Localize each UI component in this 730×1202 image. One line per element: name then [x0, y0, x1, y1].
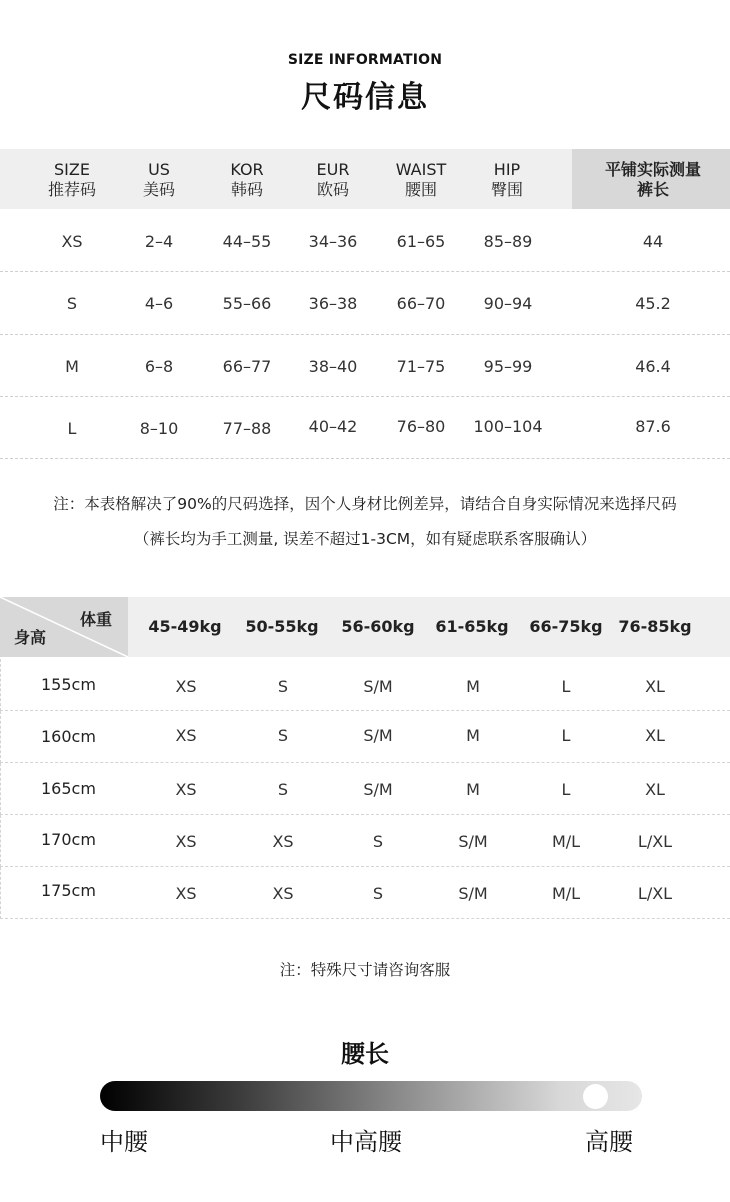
waist-cell: 66–70	[396, 294, 446, 313]
weight-header: 61-65kg	[435, 617, 509, 636]
size-cell: XS	[175, 726, 197, 745]
size-cell: L	[561, 726, 571, 745]
size-cell: XS	[272, 884, 294, 903]
custom-size-note: 注：特殊尺寸请咨询客服	[279, 961, 451, 979]
size-cell: L	[561, 677, 571, 696]
size-cell: S	[277, 780, 289, 799]
size-cell: S/M	[363, 677, 393, 696]
size-row	[0, 335, 730, 397]
height-label: 160cm	[41, 727, 96, 746]
weight-table-header	[0, 597, 730, 657]
size-cell: XS	[175, 780, 197, 799]
size-cell: S	[372, 832, 384, 851]
header-waist: WAIST 腰围	[395, 160, 447, 199]
weight-header: 45-49kg	[148, 617, 222, 636]
header-us: US 美码	[142, 160, 175, 199]
size-cell: S/M	[363, 780, 393, 799]
eur-cell: 36–38	[308, 294, 358, 313]
size-cell: XS	[61, 232, 83, 251]
size-cell: L/XL	[637, 832, 673, 851]
size-note: 注：本表格解决了90%的尺码选择，因个人身材比例差异，请结合自身实际情况来选择尺码	[53, 495, 677, 513]
length-cell: 45.2	[635, 294, 671, 313]
length-cell: 87.6	[635, 417, 671, 436]
header-hip: HIP 臀围	[490, 160, 523, 199]
title-cn: 尺码信息	[301, 80, 429, 115]
weight-header: 76-85kg	[618, 617, 692, 636]
us-cell: 4–6	[144, 294, 174, 313]
size-cell: XS	[175, 832, 197, 851]
size-cell: XL	[645, 780, 665, 799]
size-cell: S	[277, 726, 289, 745]
length-cell: 46.4	[635, 357, 671, 376]
size-cell: M	[65, 357, 79, 376]
weight-row	[0, 659, 730, 711]
size-cell: M	[466, 780, 480, 799]
corner-weight-label: 体重	[80, 610, 113, 629]
waist-cell: 61–65	[396, 232, 446, 251]
hip-cell: 90–94	[483, 294, 533, 313]
size-cell: S	[66, 294, 78, 313]
size-cell: L	[561, 780, 571, 799]
height-label: 165cm	[41, 779, 96, 798]
waist-gradient-bar	[100, 1081, 642, 1111]
eur-cell: 38–40	[308, 357, 358, 376]
eur-cell: 34–36	[308, 232, 358, 251]
label-mid-high-waist: 中高腰	[330, 1128, 402, 1156]
us-cell: 2–4	[144, 232, 174, 251]
corner-cell	[0, 597, 128, 657]
size-cell: XS	[272, 832, 294, 851]
size-cell: XL	[645, 677, 665, 696]
size-cell: XL	[645, 726, 665, 745]
kor-cell: 66–77	[222, 357, 272, 376]
weight-header: 56-60kg	[341, 617, 415, 636]
weight-row	[0, 763, 730, 815]
size-cell: M	[466, 677, 480, 696]
header-kor: KOR 韩码	[230, 160, 264, 199]
weight-row	[0, 867, 730, 919]
size-row	[0, 273, 730, 335]
eur-cell: 40–42	[308, 417, 358, 436]
height-label: 155cm	[41, 675, 96, 694]
weight-row	[0, 711, 730, 763]
size-cell: M/L	[551, 884, 581, 903]
hip-cell: 85–89	[483, 232, 533, 251]
hip-cell: 95–99	[483, 357, 533, 376]
size-cell: S	[372, 884, 384, 903]
header-size: SIZE 推荐码	[47, 160, 96, 199]
header-length: 平铺实际测量 裤长	[604, 160, 701, 199]
label-mid-waist: 中腰	[100, 1128, 148, 1156]
waist-cell: 76–80	[396, 417, 446, 436]
size-cell: S/M	[458, 884, 488, 903]
size-cell: S/M	[363, 726, 393, 745]
weight-row	[0, 815, 730, 867]
header-eur: EUR 欧码	[316, 160, 350, 199]
us-cell: 6–8	[144, 357, 174, 376]
size-cell: M/L	[551, 832, 581, 851]
size-cell: S/M	[458, 832, 488, 851]
size-cell: S	[277, 677, 289, 696]
height-label: 175cm	[41, 881, 96, 900]
hip-cell: 100–104	[473, 417, 543, 436]
size-row	[0, 210, 730, 272]
kor-cell: 77–88	[222, 419, 272, 438]
corner-height-label: 身高	[14, 628, 47, 647]
size-cell: L/XL	[637, 884, 673, 903]
size-cell: XS	[175, 884, 197, 903]
kor-cell: 55–66	[222, 294, 272, 313]
size-row	[0, 397, 730, 459]
weight-header: 66-75kg	[529, 617, 603, 636]
measure-note: （裤长均为手工测量, 误差不超过1-3CM，如有疑虑联系客服确认）	[133, 530, 597, 548]
size-cell: M	[466, 726, 480, 745]
height-label: 170cm	[41, 830, 96, 849]
title-en: SIZE INFORMATION	[287, 52, 443, 68]
waist-length-title: 腰长	[341, 1040, 389, 1068]
us-cell: 8–10	[139, 419, 179, 438]
kor-cell: 44–55	[222, 232, 272, 251]
waist-cell: 71–75	[396, 357, 446, 376]
label-high-waist: 高腰	[585, 1128, 633, 1156]
size-cell: XS	[175, 677, 197, 696]
weight-header: 50-55kg	[245, 617, 319, 636]
length-cell: 44	[642, 232, 664, 251]
size-cell: L	[67, 419, 77, 438]
